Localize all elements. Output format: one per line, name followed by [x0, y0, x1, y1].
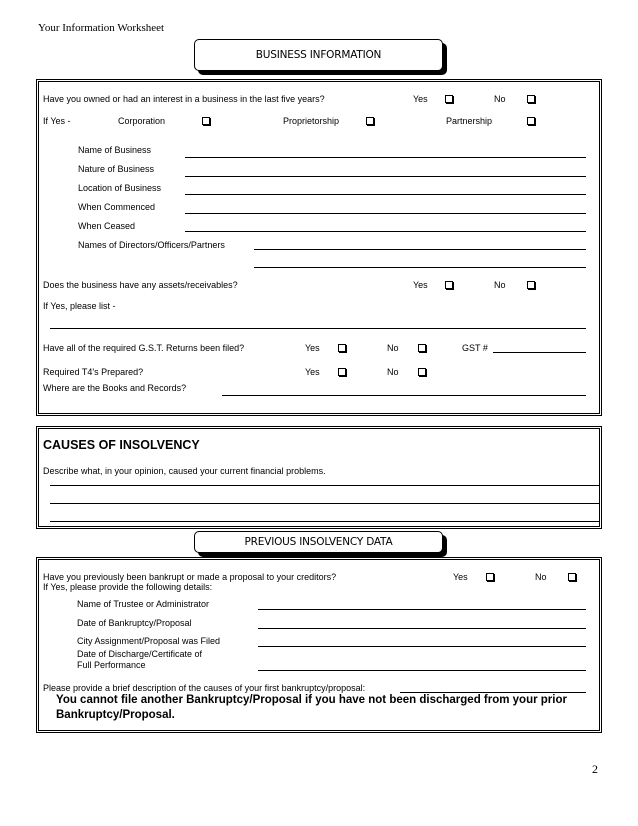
owned-business-question: Have you owned or had an interest in a business in the last five years? [43, 94, 325, 104]
owned-no-label: No [494, 94, 506, 104]
owned-yes-checkbox[interactable] [445, 95, 453, 103]
previous-yes-checkbox[interactable] [486, 573, 494, 581]
t4-yes-label: Yes [305, 367, 320, 377]
insolvency-heading: CAUSES OF INSOLVENCY [43, 438, 200, 452]
when-commenced-label: When Commenced [78, 202, 156, 212]
if-yes-list-label: If Yes, please list - [43, 301, 116, 311]
page-number: 2 [592, 762, 598, 776]
insolvency-describe-label: Describe what, in your opinion, caused your current financial problems. [43, 466, 326, 476]
gst-question: Have all of the required G.S.T. Returns been filed? [43, 343, 245, 353]
previous-bankrupt-question: Have you previously been bankrupt or made a proposal to your creditors? [43, 572, 337, 582]
discharge-warning-line-2: Bankruptcy/Proposal. [56, 709, 175, 721]
nature-of-business-label: Nature of Business [78, 164, 155, 174]
when-ceased-field[interactable] [185, 231, 586, 232]
gst-number-label: GST # [462, 343, 488, 353]
worksheet-title: Your Information Worksheet [38, 22, 165, 34]
city-assignment-field[interactable] [258, 646, 586, 647]
names-directors-label: Names of Directors/Officers/Partners [78, 240, 225, 250]
gst-number-field[interactable] [493, 352, 586, 353]
previous-yes-label: Yes [453, 572, 468, 582]
previous-no-checkbox[interactable] [568, 573, 576, 581]
proprietorship-label: Proprietorship [283, 116, 340, 126]
insolvency-line-1[interactable] [50, 485, 600, 486]
gst-yes-checkbox[interactable] [338, 344, 346, 352]
discharge-warning-line-1: You cannot file another Bankruptcy/Proposal if you have not been discharged from your prior [56, 694, 567, 706]
name-of-business-field[interactable] [185, 157, 586, 158]
proprietorship-checkbox[interactable] [366, 117, 374, 125]
date-bankruptcy-label: Date of Bankruptcy/Proposal [77, 618, 192, 628]
date-discharge-label-2: Full Performance [77, 660, 146, 670]
location-of-business-label: Location of Business [78, 183, 162, 193]
corporation-label: Corporation [118, 116, 166, 126]
t4-no-label: No [387, 367, 399, 377]
names-directors-field-1[interactable] [254, 249, 586, 250]
date-discharge-label-1: Date of Discharge/Certificate of [77, 649, 203, 659]
assets-no-checkbox[interactable] [527, 281, 535, 289]
insolvency-line-2[interactable] [50, 503, 600, 504]
nature-of-business-field[interactable] [185, 176, 586, 177]
assets-yes-checkbox[interactable] [445, 281, 453, 289]
gst-yes-label: Yes [305, 343, 320, 353]
assets-yes-label: Yes [413, 280, 428, 290]
previous-details-label: If Yes, please provide the following details: [43, 582, 213, 592]
t4-yes-checkbox[interactable] [338, 368, 346, 376]
assets-question: Does the business have any assets/receivables? [43, 280, 238, 290]
business-info-banner-text: BUSINESS INFORMATION [255, 49, 382, 61]
previous-no-label: No [535, 572, 547, 582]
when-commenced-field[interactable] [185, 213, 586, 214]
gst-no-label: No [387, 343, 399, 353]
books-question: Where are the Books and Records? [43, 383, 187, 393]
brief-description-field[interactable] [400, 692, 586, 693]
partnership-checkbox[interactable] [527, 117, 535, 125]
business-info-banner [194, 39, 443, 71]
assets-list-field[interactable] [50, 328, 586, 329]
corporation-checkbox[interactable] [202, 117, 210, 125]
assets-no-label: No [494, 280, 506, 290]
when-ceased-label: When Ceased [78, 221, 136, 231]
books-location-field[interactable] [222, 395, 586, 396]
date-discharge-field[interactable] [258, 670, 586, 671]
location-of-business-field[interactable] [185, 194, 586, 195]
gst-no-checkbox[interactable] [418, 344, 426, 352]
trustee-field[interactable] [258, 609, 586, 610]
t4-no-checkbox[interactable] [418, 368, 426, 376]
t4-question: Required T4's Prepared? [43, 367, 144, 377]
if-yes-label: If Yes - [43, 116, 71, 126]
owned-no-checkbox[interactable] [527, 95, 535, 103]
partnership-label: Partnership [446, 116, 493, 126]
trustee-label: Name of Trustee or Administrator [77, 599, 210, 609]
previous-insolvency-banner [194, 531, 443, 553]
name-of-business-label: Name of Business [78, 145, 152, 155]
insolvency-line-3[interactable] [50, 521, 600, 522]
city-assignment-label: City Assignment/Proposal was Filed [77, 636, 221, 646]
previous-insolvency-banner-text: PREVIOUS INSOLVENCY DATA [244, 536, 393, 548]
date-bankruptcy-field[interactable] [258, 628, 586, 629]
owned-yes-label: Yes [413, 94, 428, 104]
names-directors-field-2[interactable] [254, 267, 586, 268]
brief-description-label: Please provide a brief description of the causes of your first bankruptcy/proposal: [43, 683, 366, 693]
